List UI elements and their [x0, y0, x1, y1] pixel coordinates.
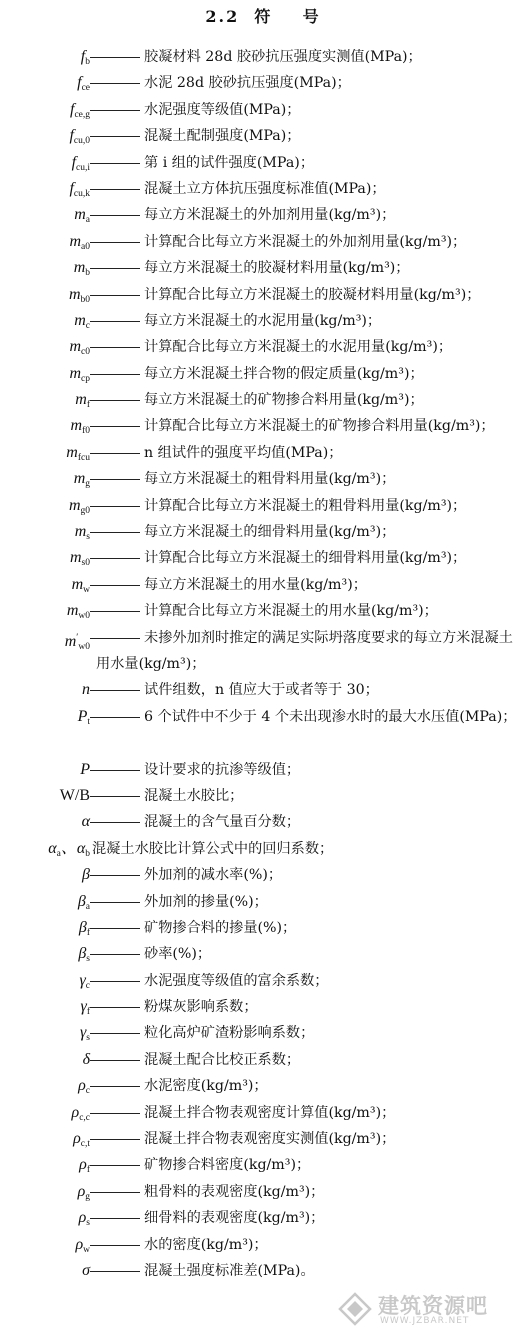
symbol-letter: β — [77, 892, 86, 910]
symbol-letter: m — [68, 496, 81, 514]
symbol-description: 计算配合比每立方米混凝土的外加剂用量(kg/m³)； — [144, 233, 467, 250]
symbol-subscript: cp — [81, 373, 90, 384]
symbol-description: 混凝土拌合物表观密度计算值(kg/m³)； — [144, 1104, 396, 1121]
symbol-description: 6 个试件中不少于 4 个未出现渗水时的最大水压值(MPa)； — [144, 708, 517, 725]
symbol-subscript: w — [83, 1244, 90, 1255]
symbol-description: 每立方米混凝土的胶凝材料用量(kg/m³)； — [144, 260, 410, 277]
symbol-description: 外加剂的减水率(%)； — [144, 867, 283, 884]
symbol-letter: m — [73, 259, 86, 277]
symbol-letter: m — [70, 417, 83, 435]
symbol-description: 水泥密度(kg/m³)； — [144, 1078, 268, 1095]
symbol-letter: β — [78, 918, 87, 936]
symbol-row — [0, 70, 526, 96]
symbol-description: 计算配合比每立方米混凝土的矿物掺合料用量(kg/m³)； — [144, 418, 495, 435]
symbol-subscript: b — [85, 57, 90, 67]
symbol-row — [0, 1232, 526, 1258]
symbol-subscript: cu,i — [76, 162, 90, 173]
symbol-description: 粗骨料的表观密度(kg/m³)； — [144, 1183, 325, 1200]
symbol-letter: m — [71, 575, 84, 593]
symbol-subscript: c — [85, 980, 90, 991]
symbol-letter: ρ — [78, 1209, 87, 1227]
symbol-description: 混凝土立方体抗压强度标准值(MPa)； — [144, 180, 386, 197]
symbol-description: 每立方米混凝土的细骨料用量(kg/m³)； — [144, 524, 396, 541]
symbol-description: 外加剂的掺量(%)； — [144, 893, 268, 910]
symbol-row — [0, 545, 526, 571]
symbol-list — [0, 44, 526, 1284]
symbol-letter: β — [82, 866, 90, 884]
symbol-description: 每立方米混凝土的粗骨料用量(kg/m³)； — [144, 471, 396, 488]
symbol-description: 每立方米混凝土的用水量(kg/m³)； — [144, 576, 367, 593]
symbol-subscript: a — [85, 215, 90, 226]
symbol-prime: ′ — [76, 632, 79, 643]
symbol-row — [0, 97, 526, 123]
symbol-row — [0, 440, 526, 466]
symbol-description: 每立方米混凝土拌合物的假定质量(kg/m³)； — [144, 365, 424, 382]
symbol-letter: m — [74, 206, 86, 224]
symbol-letter: m — [69, 549, 82, 567]
symbol-row — [0, 176, 526, 202]
symbol-description: 矿物掺合料密度(kg/m³)； — [144, 1157, 311, 1174]
watermark-logo-icon — [338, 1292, 372, 1326]
symbol-description: 水泥 28d 胶砂抗压强度(MPa)； — [144, 75, 351, 92]
symbol-description: 水泥强度等级值的富余系数； — [144, 972, 329, 989]
symbol-row — [0, 836, 526, 862]
symbol-notation — [82, 677, 90, 703]
symbol-notation — [78, 704, 90, 735]
symbol-description: 计算配合比每立方米混凝土的细骨料用量(kg/m³)； — [144, 550, 467, 567]
symbol-description: n 组试件的强度平均值(MPa)； — [144, 444, 343, 461]
symbol-row — [0, 941, 526, 967]
symbol-description: 未掺外加剂时推定的满足实际坍落度要求的每立方米混凝土用水量(kg/m³)； — [96, 629, 513, 672]
symbol-subscript: c0 — [81, 347, 90, 358]
watermark — [338, 1290, 518, 1330]
symbol-letter: f — [69, 127, 74, 145]
symbol-subscript: c,t — [80, 1139, 90, 1150]
symbol-row — [0, 387, 526, 413]
symbol-notation — [80, 757, 90, 783]
symbol-letter: ρ — [75, 1235, 84, 1253]
symbol-letter: f — [71, 153, 77, 171]
symbol-subscript: f — [86, 1165, 90, 1176]
symbol-row — [0, 704, 526, 757]
symbol-subscript: s — [86, 1033, 90, 1044]
symbol-subscript: c — [85, 1086, 90, 1097]
symbol-letter: P — [80, 760, 90, 778]
symbol-letter: m — [69, 364, 82, 382]
symbol-row — [0, 625, 526, 678]
symbol-subscript: w — [83, 584, 90, 595]
symbol-row — [0, 150, 526, 176]
symbol-description: 矿物掺合料的掺量(%)； — [144, 919, 297, 936]
symbol-letter: m — [64, 632, 77, 650]
symbol-letter: m — [73, 470, 86, 488]
symbol-letter: m — [68, 285, 81, 303]
symbol-subscript: t — [87, 716, 90, 727]
symbol-subscript: cu,0 — [73, 136, 90, 147]
symbol-description: 粒化高炉矿渣粉影响系数； — [144, 1025, 315, 1042]
symbol-description: 计算配合比每立方米混凝土的水泥用量(kg/m³)； — [144, 339, 453, 356]
symbol-row — [0, 1205, 526, 1231]
symbol-letter: ρ — [73, 1130, 81, 1148]
symbol-letter: ρ — [79, 1156, 87, 1174]
symbol-letter: P — [77, 707, 88, 725]
symbol-letter: m — [74, 311, 86, 329]
symbol-letter: γ — [79, 971, 86, 989]
symbol-subscript: f — [86, 1007, 90, 1018]
symbol-description: 混凝土水胶比计算公式中的回归系数； — [92, 840, 334, 857]
symbol-subscript: g — [85, 1191, 90, 1202]
symbol-row — [0, 1152, 526, 1178]
symbol-notation — [65, 625, 90, 660]
symbol-subscript: a — [56, 848, 61, 859]
symbol-row — [0, 915, 526, 941]
symbol-letter: γ — [79, 1024, 87, 1042]
symbol-subscript: c — [85, 320, 90, 331]
symbol-row — [0, 994, 526, 1020]
symbol-row — [0, 1126, 526, 1152]
symbol-description: 第 i 组的试件强度(MPa)； — [144, 154, 315, 171]
symbol-row — [0, 968, 526, 994]
symbol-description: 每立方米混凝土的外加剂用量(kg/m³)； — [144, 207, 396, 224]
symbol-notation — [82, 809, 90, 835]
symbol-row — [0, 1020, 526, 1046]
symbol-subscript: s — [86, 532, 90, 543]
symbol-letter: m — [66, 443, 78, 461]
symbol-letter: f — [77, 74, 82, 92]
symbol-letter: ρ — [71, 1103, 80, 1121]
symbol-subscript-2: b — [85, 848, 90, 859]
symbol-letter: f — [69, 100, 75, 118]
symbol-notation — [82, 862, 90, 888]
symbol-letter: β — [78, 945, 87, 963]
symbol-subscript: g0 — [80, 505, 90, 516]
symbol-description: 细骨料的表观密度(kg/m³)； — [144, 1210, 325, 1227]
symbol-row — [0, 334, 526, 360]
symbol-description: 混凝土配合比校正系数； — [144, 1051, 301, 1068]
symbol-subscript: b — [85, 268, 90, 279]
symbol-description: 混凝土拌合物表观密度实测值(kg/m³)； — [144, 1131, 396, 1148]
symbol-row — [0, 361, 526, 387]
symbol-row — [0, 677, 526, 703]
symbol-description: 水的密度(kg/m³)； — [144, 1236, 268, 1253]
symbol-subscript: w0 — [78, 641, 90, 652]
symbol-description: 混凝土强度标准差(MPa)。 — [144, 1263, 315, 1279]
symbol-subscript: f — [86, 927, 90, 938]
symbol-row — [0, 1100, 526, 1126]
symbol-letter: n — [82, 681, 90, 699]
symbol-row — [0, 598, 526, 624]
symbol-row — [0, 413, 526, 439]
symbol-subscript: a0 — [81, 241, 90, 252]
symbol-description: 粉煤灰影响系数； — [144, 999, 258, 1016]
symbol-subscript: c,c — [79, 1112, 90, 1123]
symbol-letter: m — [74, 523, 87, 541]
symbol-notation — [60, 783, 90, 809]
symbol-row — [0, 466, 526, 492]
symbol-description: 水泥强度等级值(MPa)； — [144, 101, 301, 118]
symbol-row — [0, 519, 526, 545]
symbol-letter: m — [66, 602, 79, 620]
symbol-row — [0, 889, 526, 915]
section-title: 2.2 符 号 — [205, 7, 321, 26]
symbol-row — [0, 1258, 526, 1284]
symbol-notation — [82, 1258, 90, 1284]
symbol-row — [0, 229, 526, 255]
symbol-row — [0, 282, 526, 308]
symbol-subscript: s — [86, 954, 90, 965]
symbol-description: 混凝土的含气量百分数； — [144, 814, 301, 831]
symbol-description: 计算配合比每立方米混凝土的粗骨料用量(kg/m³)； — [144, 497, 467, 514]
symbol-notation — [83, 1047, 90, 1073]
symbol-description: 每立方米混凝土的水泥用量(kg/m³)； — [144, 312, 382, 329]
symbol-subscript: cu,k — [73, 188, 90, 199]
symbol-description: 试件组数，n 值应大于或者等于 30； — [144, 682, 379, 699]
symbol-subscript: fcu — [77, 452, 90, 463]
symbol-description: 砂率(%)； — [144, 946, 212, 963]
symbol-row — [0, 809, 526, 835]
symbol-row — [0, 493, 526, 519]
symbol-letter: ρ — [78, 1077, 86, 1095]
symbol-letter: γ — [80, 998, 87, 1016]
symbol-description: 每立方米混凝土的矿物掺合料用量(kg/m³)； — [144, 392, 424, 409]
symbol-letter: δ — [82, 1050, 90, 1068]
symbol-letter: ρ — [77, 1182, 86, 1200]
symbol-letter-2: 、α — [60, 839, 86, 857]
symbol-subscript: s0 — [81, 558, 90, 569]
symbol-row — [0, 202, 526, 228]
symbol-subscript: a — [85, 901, 90, 912]
symbol-description: 计算配合比每立方米混凝土的胶凝材料用量(kg/m³)； — [144, 286, 481, 303]
symbol-letter: m — [69, 232, 82, 250]
symbol-row — [0, 255, 526, 281]
symbol-letter: α — [81, 813, 90, 831]
watermark-url: WWW.JZBAR.NET — [380, 1316, 470, 1326]
symbol-letter: m — [75, 391, 87, 409]
symbol-letter: σ — [82, 1262, 90, 1279]
symbol-row — [0, 123, 526, 149]
symbol-letter: W/B — [59, 786, 90, 804]
symbol-subscript: b0 — [80, 294, 90, 305]
symbol-row — [0, 1073, 526, 1099]
symbol-letter: m — [69, 338, 82, 356]
symbol-description: 设计要求的抗渗等级值； — [144, 761, 301, 778]
watermark-text: 建筑资源吧 — [378, 1294, 488, 1318]
symbol-description: 计算配合比每立方米混凝土的用水量(kg/m³)； — [144, 603, 438, 620]
symbol-row — [0, 862, 526, 888]
symbol-description: 混凝土配制强度(MPa)； — [144, 128, 301, 145]
symbol-row — [0, 1047, 526, 1073]
symbol-row — [0, 783, 526, 809]
symbol-row — [0, 757, 526, 783]
symbol-subscript: g — [85, 479, 90, 490]
symbol-subscript: ce — [81, 83, 90, 94]
symbol-subscript: f0 — [82, 426, 90, 437]
symbol-letter: α — [48, 839, 57, 857]
symbol-description: 混凝土水胶比； — [144, 787, 244, 804]
symbol-letter: f — [69, 179, 74, 197]
symbol-row — [0, 308, 526, 334]
symbol-subscript: ce,g — [74, 109, 90, 120]
symbol-letter: f — [80, 48, 86, 65]
symbol-row — [0, 1179, 526, 1205]
symbol-subscript: s — [86, 1218, 90, 1229]
symbol-row — [0, 44, 526, 70]
symbol-subscript: f — [86, 400, 90, 411]
symbol-description: 胶凝材料 28d 胶砂抗压强度实测值(MPa)； — [144, 49, 422, 65]
symbol-row — [0, 572, 526, 598]
symbol-subscript: w0 — [78, 611, 90, 622]
